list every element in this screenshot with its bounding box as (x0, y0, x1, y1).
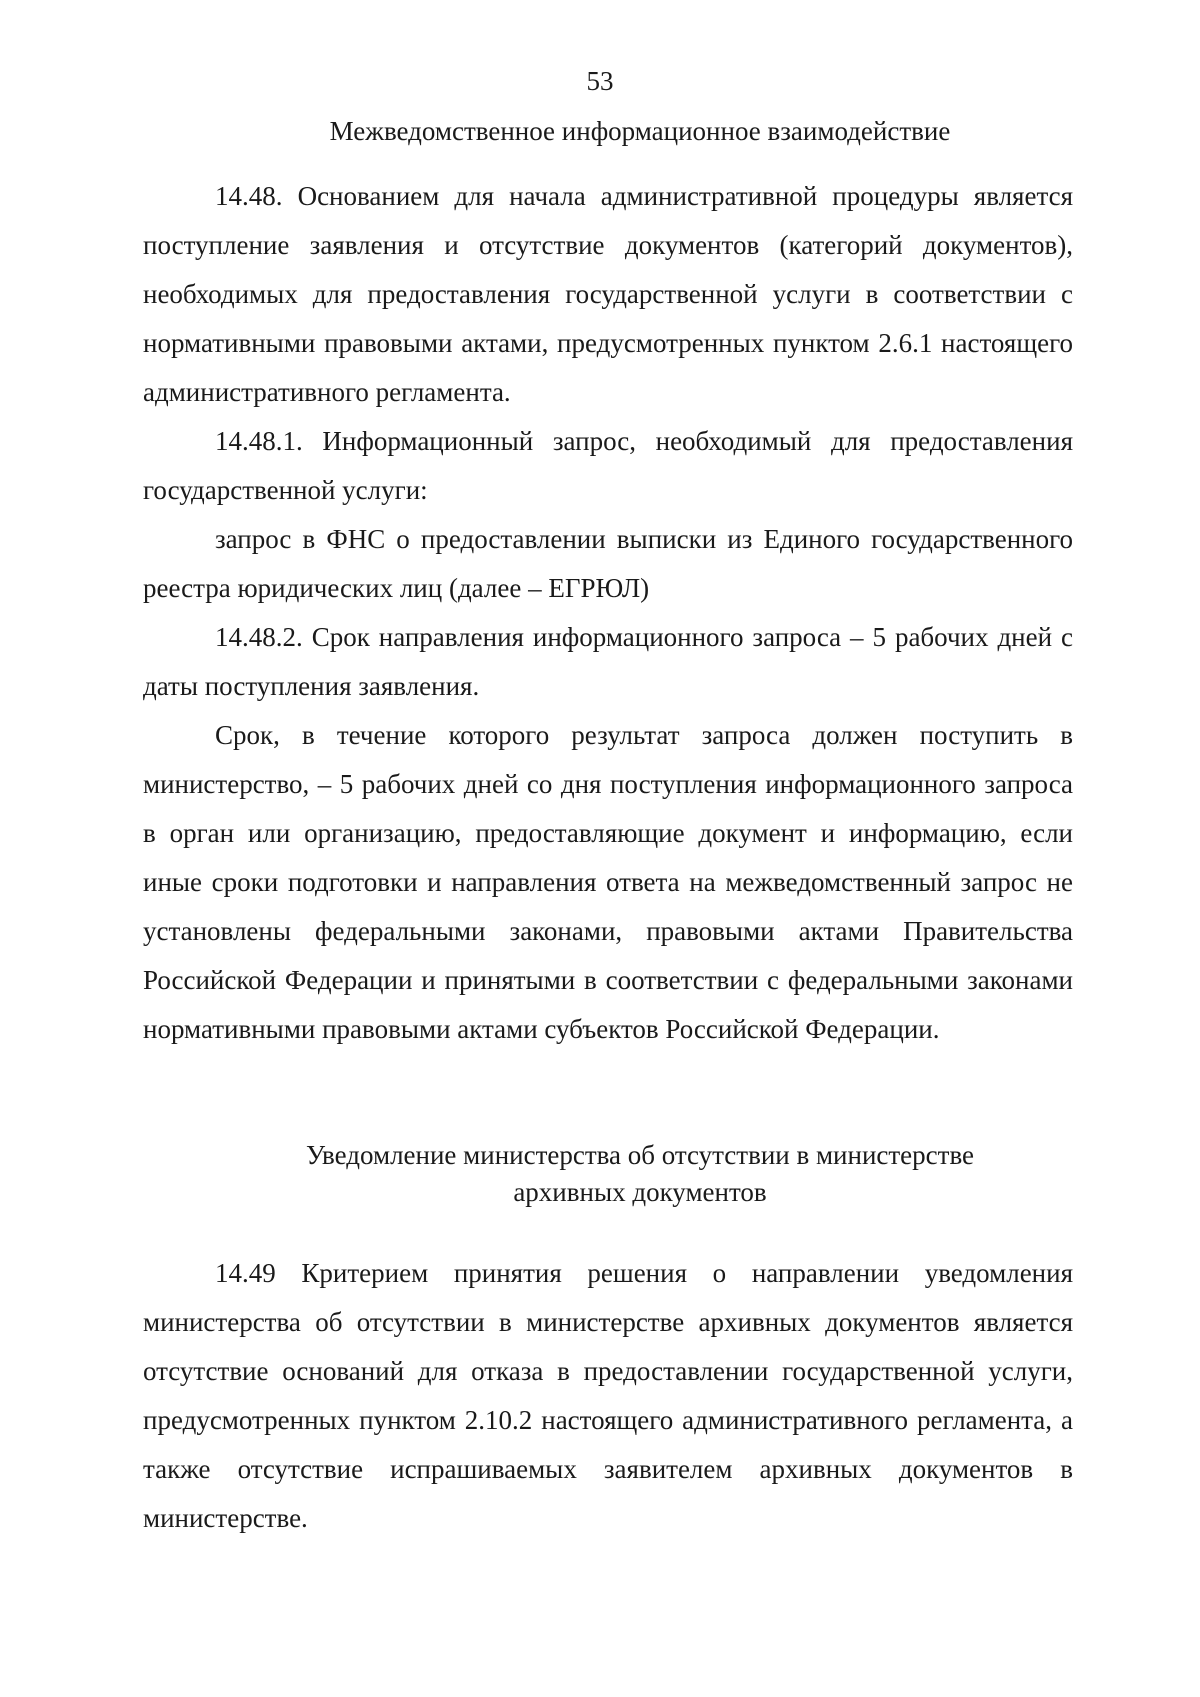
section-heading-interagency: Межведомственное информационное взаимодействие (329, 116, 951, 146)
paragraph-response-deadline: Срок, в течение которого результат запроса должен поступить в министерство, – 5 рабочих дней со дня поступления информационного запроса в орган или организацию, предоставляющие документ и информацию, если иные сроки подготовки и направления ответа на межведомственный запрос не установлены федеральными законами, правовыми актами Правительства Российской Федерации и принятыми в соответствии с федеральными законами нормативными правовыми актами субъектов Российской Федерации. (143, 720, 1073, 1044)
section-body-interagency (143, 172, 1073, 1054)
paragraph-fns-request: запрос в ФНС о предоставлении выписки из Единого государственного реестра юридических лиц (далее – ЕГРЮЛ) (143, 524, 1073, 603)
paragraph-14-48-1: 14.48.1. Информационный запрос, необходимый для предоставления государственной услуги: (143, 426, 1073, 505)
paragraph-14-49: 14.49 Критерием принятия решения о направлении уведомления министерства об отсутствии в министерстве архивных документов является отсутствие оснований для отказа в предоставлении государственной услуги, предусмотренных пунктом 2.10.2 настоящего административного регламента, а также отсутствие испрашиваемых заявителем архивных документов в министерстве. (143, 1258, 1073, 1533)
section-heading-notification (40, 1137, 1200, 1211)
section-heading-notification-line1: Уведомление министерства об отсутствии в министерстве (305, 1140, 975, 1170)
section-heading-notification-line2: архивных документов (513, 1177, 767, 1207)
paragraph-14-48: 14.48. Основанием для начала административной процедуры является поступление заявления и отсутствие документов (категорий документов), необходимых для предоставления государственной услуги в соответствии с нормативными правовыми актами, предусмотренных пунктом 2.6.1 настоящего административного регламента. (143, 181, 1073, 407)
page-number: 53 (586, 66, 614, 96)
section-body-notification (143, 1249, 1073, 1543)
paragraph-14-48-2: 14.48.2. Срок направления информационного запроса – 5 рабочих дней с даты поступления заявления. (143, 622, 1073, 701)
